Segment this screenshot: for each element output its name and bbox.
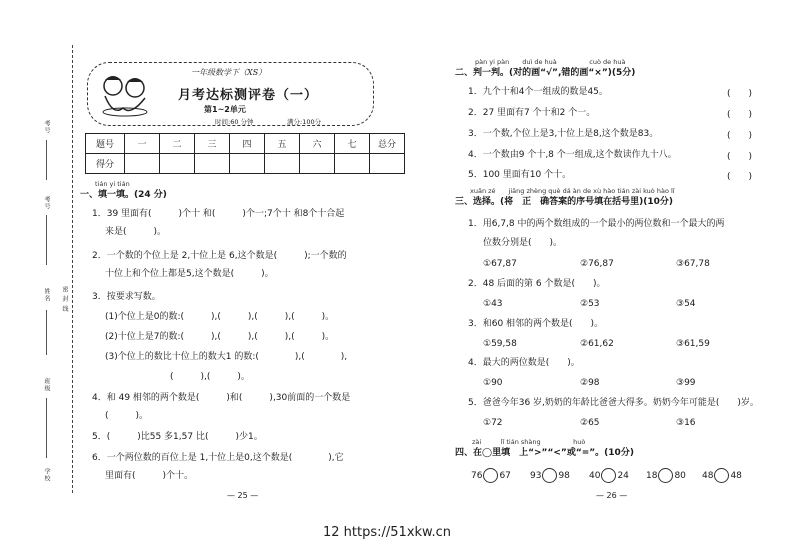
side-label-student-id: 考号: [43, 120, 50, 134]
tf-question: 1．九个十和4个一组成的数是45。: [468, 87, 608, 97]
section-pinyin: xuǎn zé jiāng zhèng què dá àn de xù hào tián zài kuò hào lǐ: [470, 187, 675, 195]
question-text: 3．按要求写数。: [92, 292, 161, 302]
side-label-exam-no: 考号: [43, 196, 50, 210]
choice-question: 1．用6,7,8 中的两个数组成的一个最小的两位数和一个最大的两: [468, 219, 725, 229]
compare-right: 48: [730, 471, 742, 481]
page-number-right: — 26 —: [596, 491, 628, 500]
tf-question: 3．一个数,个位上是3,十位上是8,这个数是83。: [468, 129, 659, 139]
score-cell: 一: [125, 134, 160, 154]
question-text: 5．( )比55 多1,57 比( )少1。: [92, 432, 263, 442]
question-text: (1)个位上是0的数:( ),( ),( ),( )。: [105, 312, 335, 322]
score-cell: 七: [335, 134, 370, 154]
compare-circle[interactable]: [601, 468, 616, 483]
side-rule: [46, 398, 47, 458]
choice-question: 5．爸爸今年36 岁,奶奶的年龄比爸爸大得多。奶奶今年可能是( )岁。: [468, 398, 759, 408]
choice-option: ①67,87: [483, 259, 517, 269]
answer-paren[interactable]: ( ): [727, 152, 753, 162]
question-text: ( )。: [105, 411, 149, 421]
question-text: (2)十位上是7的数:( ),( ),( ),( )。: [105, 332, 335, 342]
choice-option: ①43: [483, 299, 503, 309]
question-text: 来是( )。: [105, 227, 167, 237]
choice-option: ①72: [483, 418, 503, 428]
answer-paren[interactable]: ( ): [727, 89, 753, 99]
answer-paren[interactable]: ( ): [727, 131, 753, 141]
choice-option: ③99: [676, 378, 696, 388]
score-cell: 六: [300, 134, 335, 154]
side-rule: [46, 140, 47, 180]
side-label-seal-line: 密 封 线: [61, 286, 68, 313]
compare-right: 98: [558, 471, 570, 481]
choice-option: ②76,87: [580, 259, 614, 269]
compare-left: 76: [471, 471, 483, 481]
section-pinyin: pàn yi pàn duì de huà cuò de huà: [475, 58, 626, 66]
binding-dashed-line: [72, 45, 73, 493]
score-cell: 五: [265, 134, 300, 154]
side-label-name: 姓名: [43, 288, 50, 302]
compare-right: 80: [674, 471, 686, 481]
choice-option: ③67,78: [676, 259, 710, 269]
section-pinyin: tián yi tián: [95, 180, 130, 188]
choice-question: 位数分别是( )。: [483, 238, 563, 248]
answer-paren[interactable]: ( ): [727, 110, 753, 120]
score-table: [85, 133, 405, 174]
section-title-choose: 三、选择。(将 正 确答案的序号填在括号里)(10分): [455, 197, 673, 207]
question-text: 4．和 49 相邻的两个数是( )和( ),30前面的一个数是: [92, 393, 351, 403]
compare-left: 18: [646, 471, 658, 481]
compare-circle[interactable]: [658, 468, 673, 483]
question-text: 2．一个数的个位上是 2,十位上是 6,这个数是( );一个数的: [92, 251, 347, 261]
answer-paren[interactable]: ( ): [727, 172, 753, 182]
choice-option: ②98: [580, 378, 600, 388]
choice-option: ②53: [580, 299, 600, 309]
compare-circle[interactable]: [542, 468, 557, 483]
section-title-compare: 四、在◯里填 上“>”“<”或“=”。(10分): [455, 448, 634, 458]
compare-item: [702, 468, 742, 483]
side-label-school: 学校: [43, 468, 50, 482]
choice-question: 4．最大的两位数是( )。: [468, 358, 580, 368]
choice-option: ①90: [483, 378, 503, 388]
tf-question: 5．100 里面有10 个十。: [468, 170, 572, 180]
score-input-cell[interactable]: [370, 154, 405, 174]
exam-title: 月考达标测评卷（一）: [178, 88, 319, 103]
score-cell: 四: [230, 134, 265, 154]
exam-full-score: 满分:100分: [287, 118, 322, 126]
page-number-left: — 25 —: [227, 491, 259, 500]
score-cell: 二: [160, 134, 195, 154]
question-text: 十位上和个位上都是5,这个数是( )。: [105, 269, 274, 279]
compare-left: 48: [702, 471, 714, 481]
section-pinyin: zài lǐ tián shàng huò: [472, 438, 586, 446]
compare-item: [471, 468, 511, 483]
question-text: ( ),( )。: [170, 372, 250, 382]
exam-time: 时间:60 分钟: [215, 118, 254, 126]
compare-right: 24: [617, 471, 629, 481]
score-cell: 题号: [86, 134, 125, 154]
choice-option: ①59,58: [483, 339, 517, 349]
compare-right: 67: [499, 471, 511, 481]
question-text: (3)个位上的数比十位上的数大1 的数:( ),( ),: [105, 352, 348, 362]
compare-item: [530, 468, 570, 483]
compare-circle[interactable]: [714, 468, 729, 483]
choice-question: 2．48 后面的第 6 个数是( )。: [468, 279, 606, 289]
question-text: 6．一个两位数的百位上是 1,十位上是0,这个数是( ),它: [92, 453, 344, 463]
watermark-url: 12 https://51xkw.cn: [323, 525, 451, 540]
compare-item: [589, 468, 629, 483]
section-title-fill: 一、填一填。(24 分): [80, 190, 167, 200]
choice-option: ③16: [676, 418, 696, 428]
side-rule: [46, 310, 47, 355]
score-table-header-row: [86, 134, 405, 154]
tf-question: 2．27 里面有7 个十和2 个一。: [468, 108, 596, 118]
choice-option: ②61,62: [580, 339, 614, 349]
score-cell: 总分: [370, 134, 405, 154]
question-text: 1．39 里面有( )个十 和( )个一;7个十 和8个十合起: [92, 209, 345, 219]
score-cell: 得分: [86, 154, 125, 174]
side-rule: [46, 215, 47, 265]
compare-circle[interactable]: [483, 468, 498, 483]
children-cartoon-icon: [95, 72, 155, 118]
side-label-class: 班级: [43, 378, 50, 392]
score-input-cell[interactable]: [160, 154, 195, 174]
section-title-judge: 二、判一判。(对的画“√”,错的画“×”)(5分): [455, 68, 636, 78]
compare-left: 40: [589, 471, 601, 481]
score-input-cell[interactable]: [195, 154, 230, 174]
exam-subtitle: 一年级数学下（XS）: [191, 68, 267, 77]
compare-left: 93: [530, 471, 542, 481]
score-table-score-row: [86, 154, 405, 174]
choice-option: ③54: [676, 299, 696, 309]
question-text: 里面有( )个十。: [105, 471, 194, 481]
tf-question: 4．一个数由9 个十,8 个一组成,这个数读作九十八。: [468, 150, 677, 160]
choice-option: ③61,59: [676, 339, 710, 349]
score-input-cell[interactable]: [335, 154, 370, 174]
score-cell: 三: [195, 134, 230, 154]
score-input-cell[interactable]: [300, 154, 335, 174]
score-input-cell[interactable]: [125, 154, 160, 174]
score-input-cell[interactable]: [265, 154, 300, 174]
choice-option: ②65: [580, 418, 600, 428]
compare-item: [646, 468, 686, 483]
exam-unit: 第1~2单元: [204, 105, 246, 114]
choice-question: 3．和60 相邻的两个数是( )。: [468, 319, 604, 329]
score-input-cell[interactable]: [230, 154, 265, 174]
